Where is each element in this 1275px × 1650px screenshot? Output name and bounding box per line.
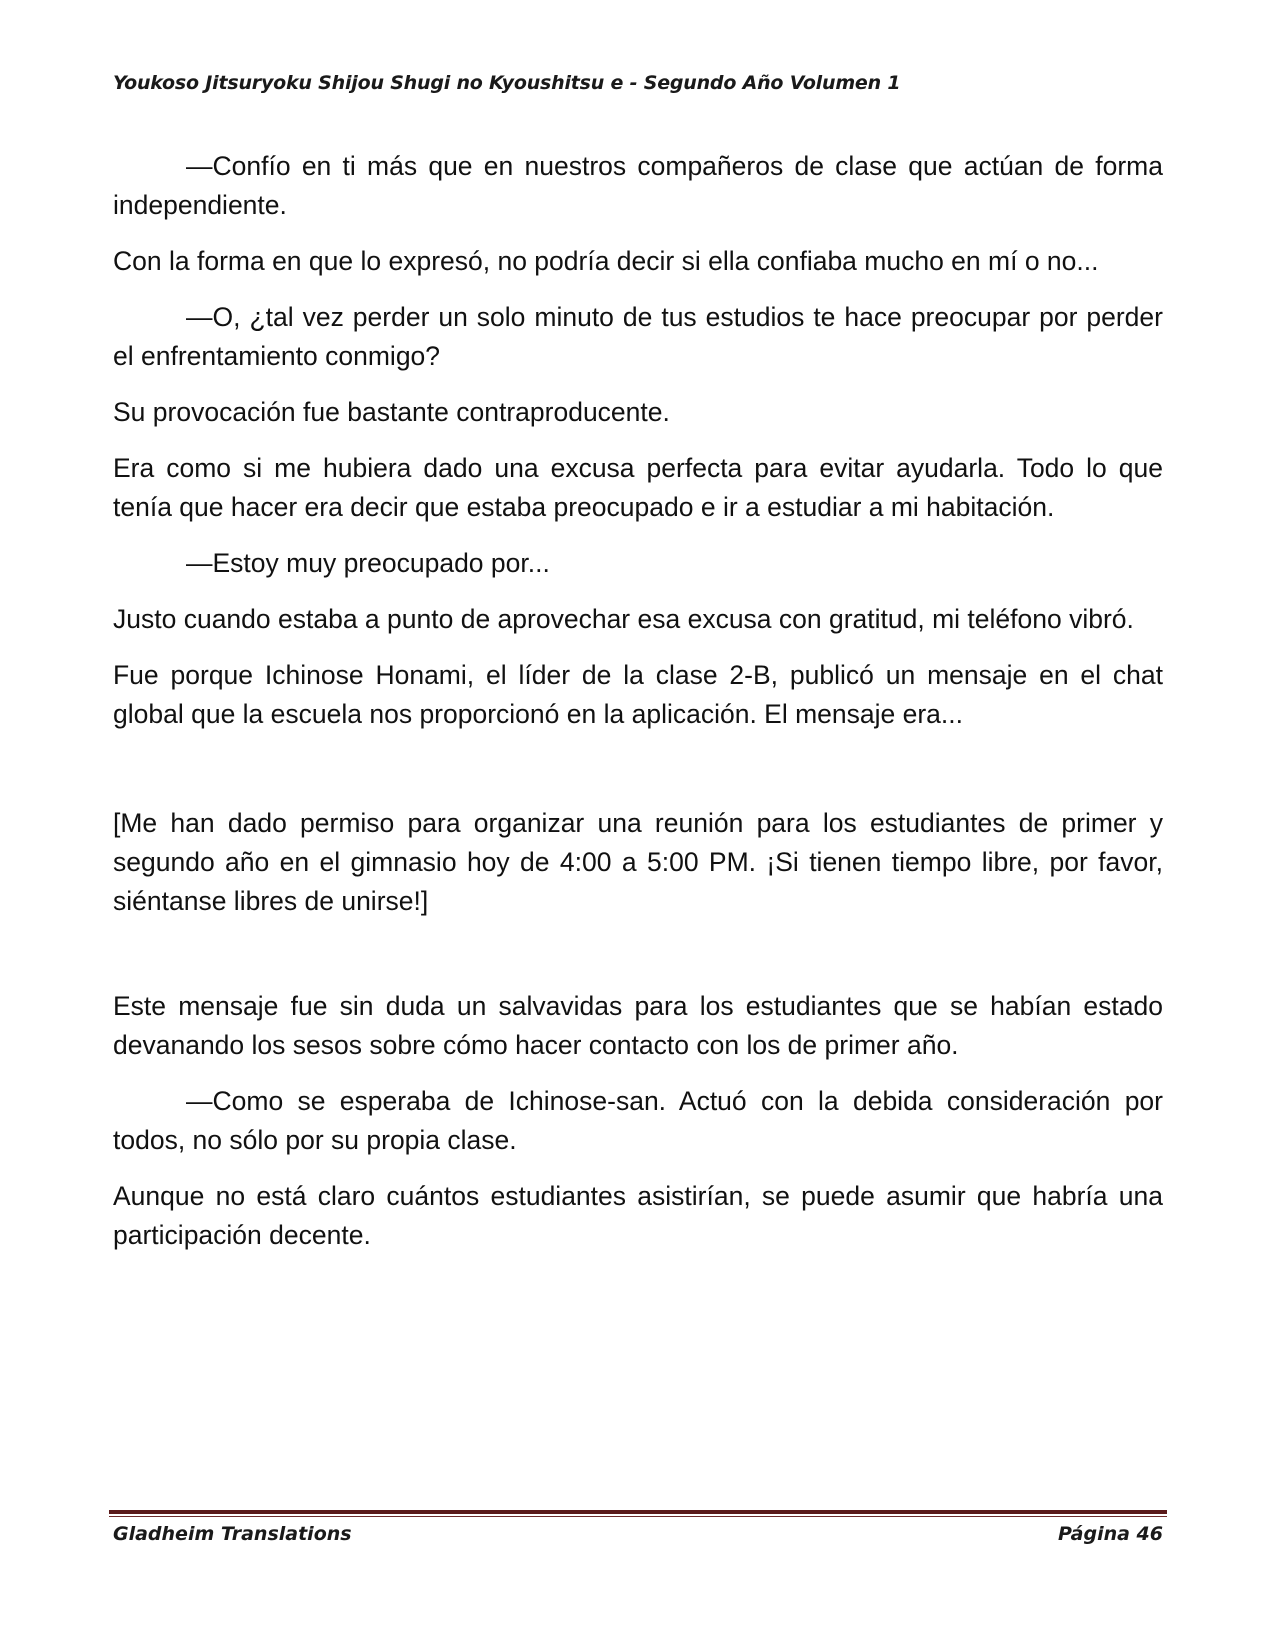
paragraph-6: —Estoy muy preocupado por... [186, 548, 550, 578]
paragraph-10: Este mensaje fue sin duda un salvavidas para los estudiantes que se habían estado devanando los sesos sobre cómo hacer contacto con los de primer año. [113, 991, 1163, 1060]
paragraph-2: Con la forma en que lo expresó, no podría decir si ella confiaba mucho en mí o no... [113, 246, 1099, 276]
page-body [113, 147, 1163, 1255]
paragraph-11: —Como se esperaba de Ichinose-san. Actuó con la debida consideración por todos, no sólo por su propia clase. [113, 1086, 1163, 1155]
footer-publisher: Gladheim Translations [113, 1523, 352, 1545]
paragraph-8: Fue porque Ichinose Honami, el líder de la clase 2-B, publicó un mensaje en el chat global que la escuela nos proporcionó en la aplicación. El mensaje era... [113, 660, 1163, 729]
paragraph-4: Su provocación fue bastante contraproducente. [113, 397, 670, 427]
chat-message: [Me han dado permiso para organizar una reunión para los estudiantes de primer y segundo año en el gimnasio hoy de 4:00 a 5:00 PM. ¡Si tienen tiempo libre, por favor, siéntanse libres de unirse!] [113, 808, 1163, 916]
paragraph-1: —Confío en ti más que en nuestros compañeros de clase que actúan de forma independiente. [113, 151, 1163, 220]
paragraph-7: Justo cuando estaba a punto de aprovechar esa excusa con gratitud, mi teléfono vibró. [113, 604, 1134, 634]
paragraph-5: Era como si me hubiera dado una excusa perfecta para evitar ayudarla. Todo lo que tenía que hacer era decir que estaba preocupado e ir a estudiar a mi habitación. [113, 453, 1163, 522]
paragraph-3: —O, ¿tal vez perder un solo minuto de tus estudios te hace preocupar por perder el enfrentamiento conmigo? [113, 302, 1163, 371]
paragraph-12: Aunque no está claro cuántos estudiantes asistirían, se puede asumir que habría una participación decente. [113, 1181, 1163, 1250]
page-number: Página 46 [1057, 1523, 1163, 1545]
footer-divider [109, 1510, 1167, 1517]
running-header: Youkoso Jitsuryoku Shijou Shugi no Kyoushitsu e - Segundo Año Volumen 1 [113, 72, 901, 94]
